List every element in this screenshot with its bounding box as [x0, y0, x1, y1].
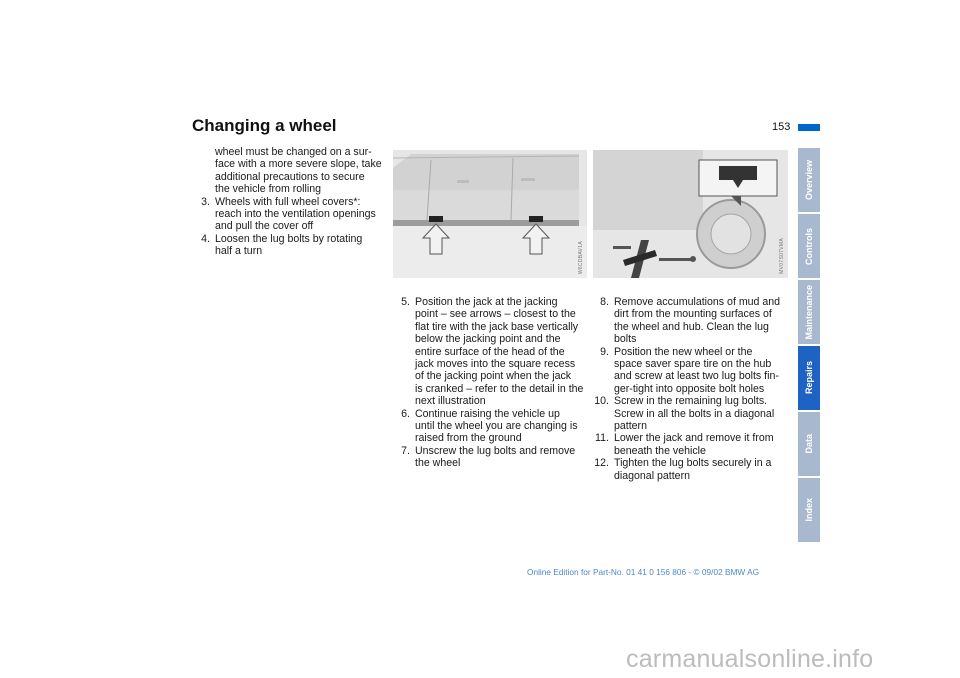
step-item-5	[394, 296, 586, 408]
text-line: the wheel and hub. Clean the lug	[614, 320, 769, 333]
text-line: until the wheel you are changing is	[415, 420, 578, 433]
text-column-1	[194, 146, 386, 258]
step-number: 3.	[201, 195, 210, 208]
text-line: bolts	[614, 333, 637, 346]
text-line: face with a more severe slope, take	[215, 158, 382, 171]
text-line: is cranked – refer to the detail in the	[415, 382, 584, 395]
tab-label: Index	[804, 498, 814, 522]
step-number: 7.	[401, 444, 410, 457]
text-column-3	[593, 296, 789, 482]
intro-paragraph	[194, 146, 386, 196]
text-line: point – see arrows – closest to the	[415, 308, 576, 321]
page-marker-bar	[798, 124, 820, 131]
tab-label: Repairs	[804, 361, 814, 395]
figure-code: W6CDBAV1A	[578, 240, 584, 274]
tab-controls[interactable]	[798, 214, 820, 278]
step-number: 12.	[594, 457, 609, 470]
text-line: diagonal pattern	[614, 469, 690, 482]
jacking-points-illustration	[393, 150, 587, 278]
text-line: Wheels with full wheel covers*:	[215, 195, 361, 208]
step-item-11	[593, 432, 789, 457]
text-line: and pull the cover off	[215, 220, 314, 233]
tab-overview[interactable]	[798, 148, 820, 212]
text-line: Screw in all the bolts in a diagonal	[614, 407, 775, 420]
tab-label: Data	[804, 434, 814, 454]
section-tabs	[798, 148, 820, 544]
step-item-12	[593, 457, 789, 482]
tab-data[interactable]	[798, 412, 820, 476]
tab-maintenance[interactable]	[798, 280, 820, 344]
tab-index[interactable]	[798, 478, 820, 542]
text-line: raised from the ground	[415, 432, 522, 445]
text-line: additional precautions to secure	[215, 170, 365, 183]
text-line: and screw at least two lug bolts fin-	[614, 370, 779, 383]
text-line: Screw in the remaining lug bolts.	[614, 395, 768, 408]
edition-footer: Online Edition for Part-No. 01 41 0 156 806 - © 09/02 BMW AG	[527, 567, 760, 577]
figure-code: MV07S07VMA	[779, 238, 785, 274]
step-number: 8.	[600, 296, 609, 308]
step-number: 6.	[401, 407, 410, 420]
page-number: 153	[772, 121, 791, 133]
text-line: the vehicle from rolling	[215, 183, 321, 196]
text-line: entire surface of the head of the	[415, 345, 565, 358]
text-line: ger-tight into opposite bolt holes	[614, 382, 765, 395]
text-line: below the jacking point and the	[415, 333, 561, 346]
step-item-9	[593, 346, 789, 396]
text-line: wheel must be changed on a sur-	[215, 146, 372, 158]
step-number: 4.	[201, 232, 210, 245]
tab-label: Overview	[804, 159, 814, 201]
text-line: the wheel	[415, 457, 461, 470]
page-title: Changing a wheel	[192, 116, 337, 135]
text-line: Continue raising the vehicle up	[415, 407, 560, 420]
step-item-4	[194, 233, 386, 258]
text-line: space saver spare tire on the hub	[614, 358, 772, 371]
step-number: 5.	[401, 296, 410, 308]
text-line: jack moves into the square recess	[415, 358, 576, 371]
text-line: of the jacking point when the jack	[415, 370, 572, 383]
text-column-2	[394, 296, 586, 470]
step-item-8	[593, 296, 789, 346]
text-line: next illustration	[415, 395, 486, 408]
site-watermark[interactable]: carmanualsonline.info	[626, 645, 874, 673]
text-line: dirt from the mounting surfaces of	[614, 308, 772, 321]
text-line: reach into the ventilation openings	[215, 208, 376, 221]
jack-detail-illustration	[593, 150, 788, 278]
step-number: 9.	[600, 345, 609, 358]
text-line: Unscrew the lug bolts and remove	[415, 444, 576, 457]
step-number: 10.	[594, 395, 609, 408]
text-line: pattern	[614, 420, 647, 433]
step-item-3	[194, 196, 386, 233]
text-line: Position the jack at the jacking	[415, 296, 558, 308]
step-item-6	[394, 408, 586, 445]
text-line: beneath the vehicle	[614, 444, 706, 457]
tab-label: Controls	[804, 227, 814, 265]
step-number: 11.	[595, 432, 609, 445]
text-line: half a turn	[215, 245, 263, 258]
jack-drawing	[593, 150, 788, 278]
tab-repairs[interactable]	[798, 346, 820, 410]
step-item-7	[394, 445, 586, 470]
text-line: Remove accumulations of mud and	[614, 296, 781, 308]
step-item-10	[593, 395, 789, 432]
text-line: Loosen the lug bolts by rotating	[215, 232, 363, 245]
text-line: Tighten the lug bolts securely in a	[614, 457, 772, 470]
text-line: flat tire with the jack base vertically	[415, 320, 579, 333]
tab-label: Maintenance	[804, 284, 814, 340]
text-line: Lower the jack and remove it from	[614, 432, 774, 445]
car-side-drawing	[393, 150, 587, 278]
text-line: Position the new wheel or the	[614, 345, 753, 358]
